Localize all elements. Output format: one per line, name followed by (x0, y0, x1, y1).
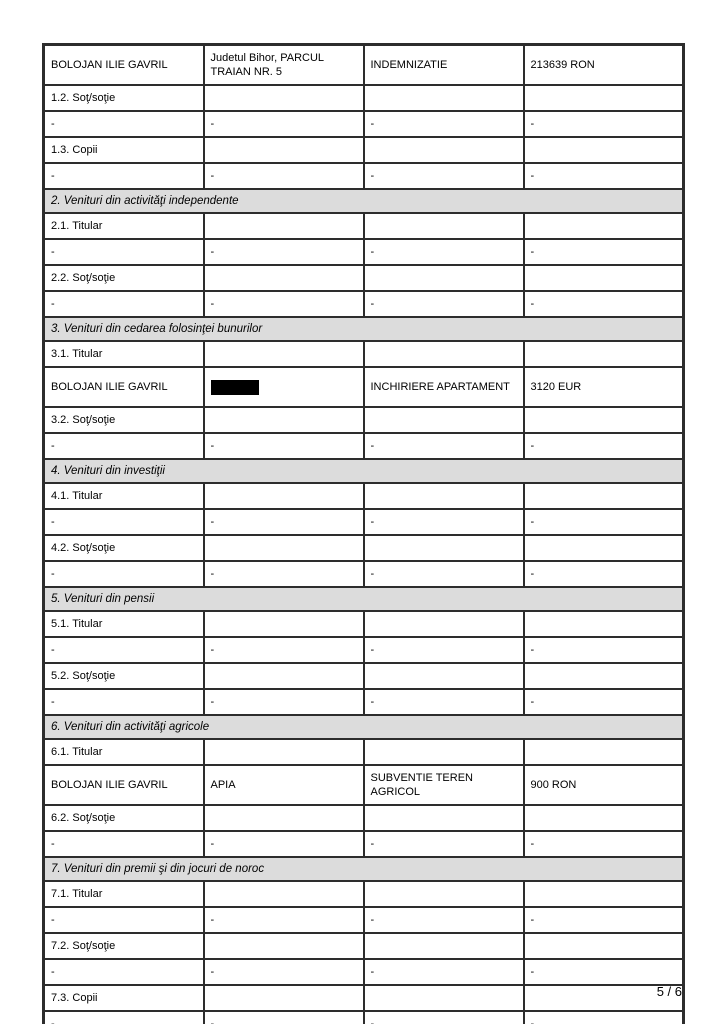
table-cell: SUBVENTIE TEREN AGRICOL (364, 765, 524, 805)
table-row (44, 85, 684, 111)
section-row (44, 189, 684, 213)
table-cell: 7.3. Copii (44, 985, 204, 1011)
table-cell (204, 985, 364, 1011)
table-cell (524, 881, 684, 907)
table-cell (524, 739, 684, 765)
table-cell: BOLOJAN ILIE GAVRIL (44, 45, 204, 86)
table-row (44, 985, 684, 1011)
table-row (44, 561, 684, 587)
table-cell (524, 805, 684, 831)
table-row (44, 611, 684, 637)
table-cell: 2.2. Soţ/soţie (44, 265, 204, 291)
table-cell (524, 85, 684, 111)
table-cell: - (44, 689, 204, 715)
table-cell: - (44, 637, 204, 663)
table-cell: 213639 RON (524, 45, 684, 86)
table-cell: - (44, 907, 204, 933)
table-cell: - (364, 959, 524, 985)
table-row (44, 881, 684, 907)
table-row (44, 265, 684, 291)
table-cell: 5.1. Titular (44, 611, 204, 637)
table-cell (204, 933, 364, 959)
table-cell: INCHIRIERE APARTAMENT (364, 367, 524, 407)
table-cell: - (524, 111, 684, 137)
table-cell (364, 483, 524, 509)
table-cell (524, 663, 684, 689)
table-cell (524, 535, 684, 561)
table-cell (204, 407, 364, 433)
table-cell: - (204, 1011, 364, 1024)
table-row (44, 535, 684, 561)
redaction-block (211, 380, 259, 395)
table-cell: 7.1. Titular (44, 881, 204, 907)
table-cell: - (364, 111, 524, 137)
table-cell: 3120 EUR (524, 367, 684, 407)
table-cell: - (364, 637, 524, 663)
table-row (44, 637, 684, 663)
table-cell: - (524, 1011, 684, 1024)
table-cell (364, 663, 524, 689)
table-cell (364, 611, 524, 637)
table-cell (524, 407, 684, 433)
table-cell: 5.2. Soţ/soţie (44, 663, 204, 689)
section-row (44, 459, 684, 483)
table-row (44, 433, 684, 459)
table-cell: Judetul Bihor, PARCUL TRAIAN NR. 5 (204, 45, 364, 86)
table-cell (204, 663, 364, 689)
table-cell: - (44, 509, 204, 535)
table-cell: - (204, 831, 364, 857)
section-title: 4. Venituri din investiţii (44, 459, 684, 483)
table-row (44, 1011, 684, 1024)
income-table-container (42, 43, 682, 1024)
table-cell: - (44, 831, 204, 857)
table-cell: - (364, 689, 524, 715)
table-cell: - (524, 959, 684, 985)
table-cell (524, 265, 684, 291)
table-cell: - (204, 637, 364, 663)
table-cell: - (364, 1011, 524, 1024)
table-cell (204, 881, 364, 907)
table-row (44, 831, 684, 857)
table-cell (204, 805, 364, 831)
table-cell: - (364, 831, 524, 857)
table-row (44, 907, 684, 933)
table-cell: - (204, 433, 364, 459)
table-cell: - (524, 163, 684, 189)
section-title: 2. Venituri din activităţi independente (44, 189, 684, 213)
table-cell: BOLOJAN ILIE GAVRIL (44, 367, 204, 407)
table-cell: 4.2. Soţ/soţie (44, 535, 204, 561)
table-row (44, 509, 684, 535)
table-cell: 6.1. Titular (44, 739, 204, 765)
table-row (44, 739, 684, 765)
table-cell (204, 137, 364, 163)
table-cell (204, 367, 364, 407)
table-cell: - (204, 959, 364, 985)
section-title: 5. Venituri din pensii (44, 587, 684, 611)
table-cell (524, 137, 684, 163)
table-cell: - (44, 561, 204, 587)
table-cell (204, 739, 364, 765)
table-row (44, 111, 684, 137)
income-table-body (44, 45, 684, 1024)
table-row (44, 765, 684, 805)
table-row (44, 291, 684, 317)
table-cell: - (204, 561, 364, 587)
table-cell: - (524, 291, 684, 317)
table-cell: 7.2. Soţ/soţie (44, 933, 204, 959)
table-cell: APIA (204, 765, 364, 805)
table-cell: 1.2. Soţ/soţie (44, 85, 204, 111)
section-row (44, 857, 684, 881)
table-cell: - (44, 1011, 204, 1024)
table-cell: - (364, 433, 524, 459)
table-cell (364, 933, 524, 959)
section-title: 3. Venituri din cedarea folosinţei bunurilor (44, 317, 684, 341)
table-cell: - (44, 163, 204, 189)
table-cell (364, 213, 524, 239)
table-cell (364, 265, 524, 291)
table-cell (524, 483, 684, 509)
table-cell: - (204, 163, 364, 189)
table-cell: - (364, 163, 524, 189)
table-cell: 3.1. Titular (44, 341, 204, 367)
table-cell (204, 85, 364, 111)
section-title: 6. Venituri din activităţi agricole (44, 715, 684, 739)
table-cell (364, 881, 524, 907)
table-cell (364, 85, 524, 111)
table-row (44, 45, 684, 86)
section-title: 7. Venituri din premii şi din jocuri de noroc (44, 857, 684, 881)
table-cell: 2.1. Titular (44, 213, 204, 239)
table-cell (204, 611, 364, 637)
table-cell (204, 341, 364, 367)
table-cell (364, 341, 524, 367)
table-cell: - (44, 291, 204, 317)
table-cell: - (524, 433, 684, 459)
table-row (44, 163, 684, 189)
table-cell (524, 933, 684, 959)
table-cell: - (524, 561, 684, 587)
table-cell: 6.2. Soţ/soţie (44, 805, 204, 831)
table-cell: - (44, 111, 204, 137)
table-cell: - (524, 831, 684, 857)
table-cell: 1.3. Copii (44, 137, 204, 163)
table-cell: - (524, 907, 684, 933)
table-cell (524, 341, 684, 367)
table-cell: BOLOJAN ILIE GAVRIL (44, 765, 204, 805)
table-cell: - (364, 509, 524, 535)
table-row (44, 933, 684, 959)
section-row (44, 715, 684, 739)
table-row (44, 483, 684, 509)
table-cell: - (524, 637, 684, 663)
table-cell: - (524, 509, 684, 535)
table-cell (364, 137, 524, 163)
table-cell (364, 535, 524, 561)
table-row (44, 663, 684, 689)
table-cell (204, 265, 364, 291)
table-cell: - (364, 239, 524, 265)
table-cell: - (364, 561, 524, 587)
table-cell (204, 483, 364, 509)
table-cell: - (204, 239, 364, 265)
table-cell: - (44, 433, 204, 459)
table-cell (364, 805, 524, 831)
table-cell: - (204, 111, 364, 137)
table-row (44, 239, 684, 265)
table-cell (524, 213, 684, 239)
income-table (42, 43, 685, 1024)
table-row (44, 367, 684, 407)
table-cell: - (524, 239, 684, 265)
table-cell: - (204, 509, 364, 535)
table-cell: - (204, 907, 364, 933)
table-cell: 900 RON (524, 765, 684, 805)
section-row (44, 317, 684, 341)
section-row (44, 587, 684, 611)
table-cell: - (44, 959, 204, 985)
table-row (44, 341, 684, 367)
table-cell: - (204, 689, 364, 715)
table-cell (364, 739, 524, 765)
page-number: 5 / 6 (656, 984, 682, 999)
table-cell: 4.1. Titular (44, 483, 204, 509)
table-cell (364, 407, 524, 433)
table-cell: - (524, 689, 684, 715)
table-row (44, 137, 684, 163)
table-cell: INDEMNIZATIE (364, 45, 524, 86)
table-cell: - (44, 239, 204, 265)
table-row (44, 805, 684, 831)
table-row (44, 689, 684, 715)
table-cell (204, 213, 364, 239)
table-row (44, 213, 684, 239)
table-cell (204, 535, 364, 561)
table-cell: - (364, 907, 524, 933)
table-cell (364, 985, 524, 1011)
table-row (44, 407, 684, 433)
table-cell: - (364, 291, 524, 317)
table-cell: 3.2. Soţ/soţie (44, 407, 204, 433)
table-cell (524, 611, 684, 637)
table-cell: - (204, 291, 364, 317)
table-row (44, 959, 684, 985)
